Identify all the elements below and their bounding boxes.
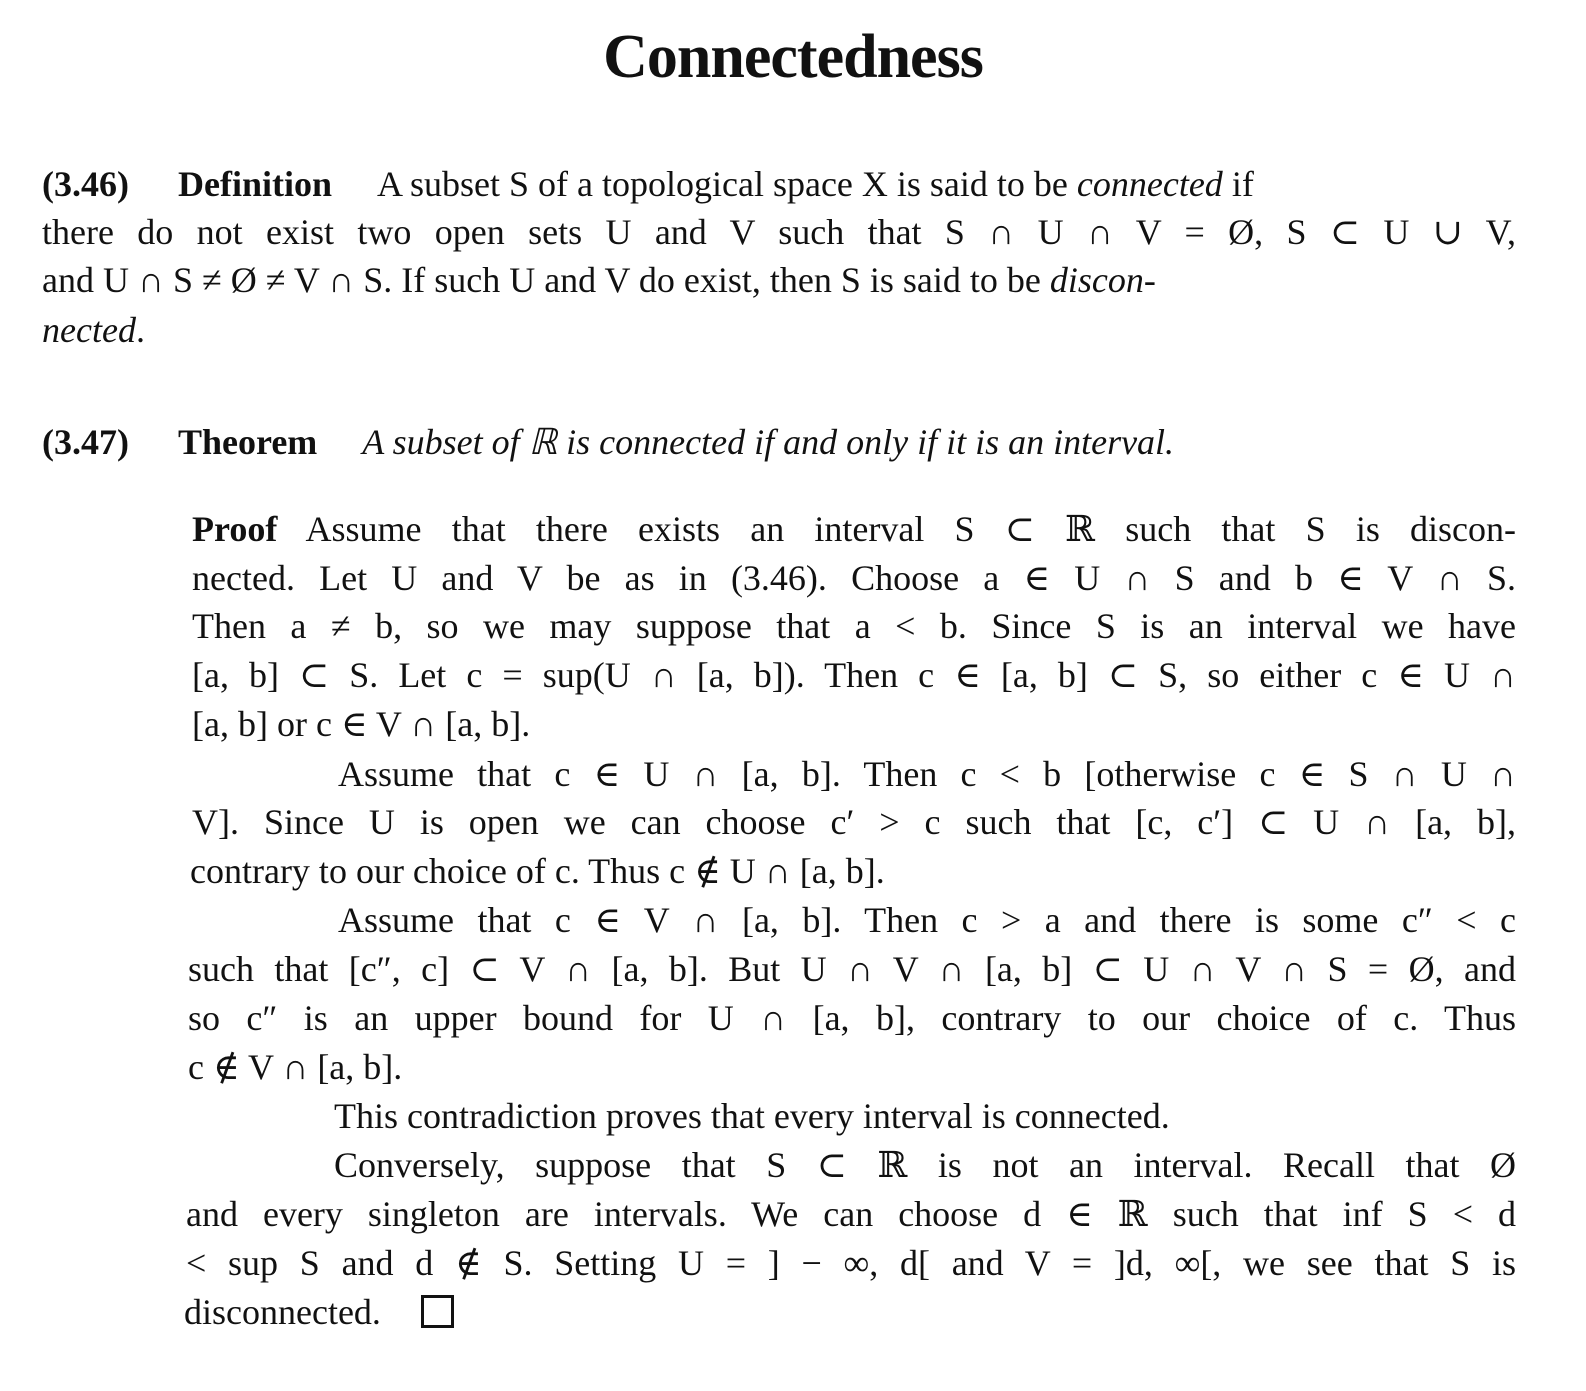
definition-text: and U ∩ S ≠ Ø ≠ V ∩ S. If such U and V do exist, then S is said to be <box>42 260 1041 300</box>
connected-term: connected <box>1076 164 1223 204</box>
proof-line <box>184 1288 454 1336</box>
definition-number: (3.46) <box>42 164 129 204</box>
proof-line: V]. Since U is open we can choose c′ > c such that [c, c′] ⊂ U ∩ [a, b], <box>192 802 1516 842</box>
proof-line: Then a ≠ b, so we may suppose that a < b. Since S is an interval we have <box>192 606 1516 646</box>
proof-line: so c″ is an upper bound for U ∩ [a, b], contrary to our choice of c. Thus <box>188 998 1516 1038</box>
page-title: Connectedness <box>603 23 983 91</box>
proof-line: [a, b] or c ∈ V ∩ [a, b]. <box>192 704 531 744</box>
theorem-line <box>42 418 1174 466</box>
qed-box-icon <box>421 1295 454 1328</box>
proof-line: Conversely, suppose that S ⊂ ℝ is not an interval. Recall that Ø <box>334 1145 1516 1185</box>
disconnected-term-end: nected <box>42 310 136 350</box>
theorem-heading: Theorem <box>177 422 318 462</box>
proof-text: Assume that there exists an interval S ⊂ ℝ such that S is discon- <box>305 509 1517 549</box>
proof-line: < sup S and d ∉ S. Setting U = ] − ∞, d[ and V = ]d, ∞[, we see that S is <box>186 1243 1516 1283</box>
proof-line <box>192 505 1516 553</box>
proof-text: disconnected. <box>184 1292 381 1332</box>
proof-line: [a, b] ⊂ S. Let c = sup(U ∩ [a, b]). Then c ∈ [a, b] ⊂ S, so either c ∈ U ∩ <box>192 655 1516 695</box>
proof-line: Assume that c ∈ V ∩ [a, b]. Then c > a and there is some c″ < c <box>338 900 1516 940</box>
proof-line: and every singleton are intervals. We can choose d ∈ ℝ such that inf S < d <box>186 1194 1516 1234</box>
proof-line: such that [c″, c] ⊂ V ∩ [a, b]. But U ∩ V ∩ [a, b] ⊂ U ∩ V ∩ S = Ø, and <box>188 949 1516 989</box>
definition-line-4 <box>42 306 145 354</box>
proof-line: c ∉ V ∩ [a, b]. <box>188 1047 403 1087</box>
definition-line-3 <box>42 256 1516 304</box>
proof-heading: Proof <box>192 509 278 549</box>
theorem-number: (3.47) <box>42 422 129 462</box>
proof-line: This contradiction proves that every interval is connected. <box>334 1096 1170 1136</box>
definition-heading: Definition <box>177 164 332 204</box>
definition-line-1 <box>42 160 1516 208</box>
definition-text: A subset S of a topological space X is said to be <box>377 164 1068 204</box>
definition-line-2: there do not exist two open sets U and V such that S ∩ U ∩ V = Ø, S ⊂ U ∪ V, <box>42 212 1516 252</box>
definition-text: if <box>1231 164 1254 204</box>
disconnected-term: discon- <box>1049 260 1156 300</box>
proof-line: Assume that c ∈ U ∩ [a, b]. Then c < b [otherwise c ∈ S ∩ U ∩ <box>338 754 1516 794</box>
proof-line: nected. Let U and V be as in (3.46). Choose a ∈ U ∩ S and b ∈ V ∩ S. <box>192 558 1516 598</box>
proof-line: contrary to our choice of c. Thus c ∉ U ∩ [a, b]. <box>190 851 885 891</box>
definition-period: . <box>135 310 145 350</box>
theorem-statement: A subset of ℝ is connected if and only if it is an interval. <box>362 422 1175 462</box>
